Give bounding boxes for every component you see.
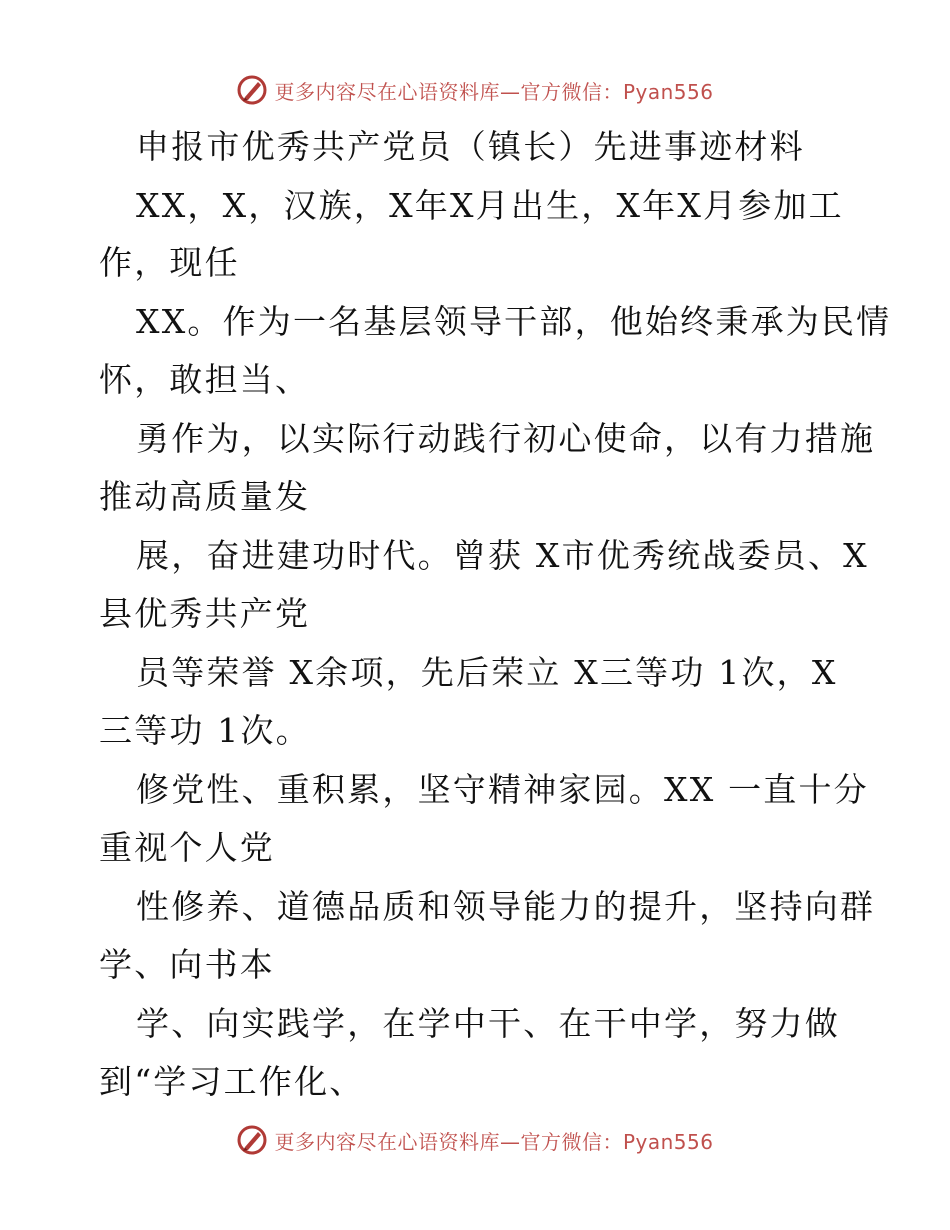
- red-pen-circle-icon: [236, 1124, 268, 1156]
- text-line: 三等功 1次。: [99, 711, 311, 750]
- text-line: XX，X，汉族，X年X月出生，X年X月参加工: [136, 186, 844, 225]
- banner-content: [236, 1124, 713, 1156]
- text-line: 重视个人党: [99, 828, 275, 867]
- text-line: 到“学习工作化、: [99, 1062, 365, 1101]
- text-line: 修党性、重积累，坚守精神家园。XX 一直十分: [136, 770, 869, 809]
- text-line: 勇作为，以实际行动践行初心使命，以有力措施: [136, 419, 876, 458]
- text-line: 员等荣誉 X余项，先后荣立 X三等功 1次，X: [136, 653, 838, 692]
- footer-banner: [0, 1120, 950, 1160]
- text-line: 县优秀共产党: [99, 594, 311, 633]
- text-line: 作，现任: [99, 243, 240, 282]
- banner-content: [236, 74, 713, 106]
- banner-text: 更多内容尽在心语资料库—官方微信：Pyan556: [274, 1129, 714, 1154]
- document-title: 申报市优秀共产党员（镇长）先进事迹材料: [136, 127, 805, 166]
- text-line: 展，奋进建功时代。曾获 X市优秀统战委员、X: [136, 536, 869, 575]
- banner-text: 更多内容尽在心语资料库—官方微信：Pyan556: [274, 79, 714, 104]
- text-line: 性修养、道德品质和领导能力的提升，坚持向群: [136, 887, 876, 926]
- text-line: 学、向实践学，在学中干、在干中学，努力做: [136, 1004, 840, 1043]
- text-line: 推动高质量发: [99, 477, 311, 516]
- header-banner: [0, 70, 950, 110]
- text-line: XX。作为一名基层领导干部，他始终秉承为民情: [136, 302, 892, 341]
- text-line: 学、向书本: [99, 945, 275, 984]
- text-line: 怀，敢担当、: [99, 360, 311, 399]
- red-pen-circle-icon: [236, 74, 268, 106]
